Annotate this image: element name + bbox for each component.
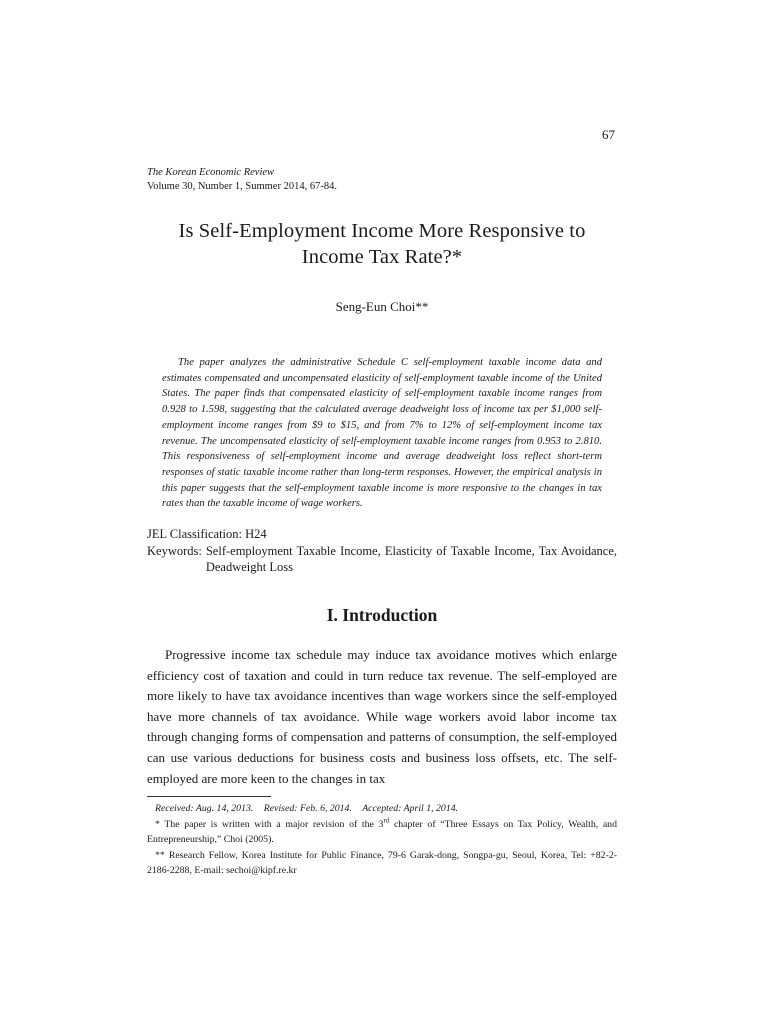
journal-name: The Korean Economic Review [147,167,275,178]
paper-title-line-1: Is Self-Employment Income More Responsive to [178,220,586,242]
keywords-label: Keywords: [147,543,202,558]
jel-classification: JEL Classification: H24 [147,527,267,541]
author-name: Seng-Eun Choi** [335,299,429,314]
paper-title [147,218,617,270]
footnote-divider [147,796,271,797]
classification-block [147,526,617,576]
accepted-date: Accepted: April 1, 2014. [362,803,459,814]
paper-title-line-2: Income Tax Rate?* [301,246,463,268]
introduction-paragraph: Progressive income tax schedule may induce tax avoidance motives which enlarge efficiency cost of taxation and could in turn reduce tax revenue. The self-employed are more likely to have tax avoidance incentives than wage workers since the self-employed have more channels of tax avoidance. While wage workers avoid labor income tax through changing forms of compensation and patterns of consumption, the self-employed can use various deductions for business costs and business loss offsets, etc. The self-employed are more keen to the changes in tax [147,647,617,786]
section-heading: I. Introduction [326,605,438,625]
received-date: Received: Aug. 14, 2013. [155,803,254,814]
footnote-dates [147,801,617,817]
page-number: 67 [602,127,615,142]
footnote-1-superscript: rd [383,816,390,825]
revised-date: Revised: Feb. 6, 2014. [263,803,352,814]
keywords-row [147,543,617,576]
footnote-2: ** Research Fellow, Korea Institute for Public Finance, 79-6 Garak-dong, Songpa-gu, Seoul, Korea, Tel: +82-2-2186-2288, E-mail: sechoi@kipf.re.kr [147,849,617,877]
footnote-1-text-a: * The paper is written with a major revision of the 3 [155,818,384,830]
footnote-1-text-b: chapter of “Three Essays on Tax Policy, Wealth, and Entrepreneurship,” Choi (2005). [147,818,617,846]
journal-issue: Volume 30, Number 1, Summer 2014, 67-84. [147,181,337,192]
keywords-text: Self-employment Taxable Income, Elasticity of Taxable Income, Tax Avoidance, Deadweight Loss [205,543,617,574]
footnote-1 [147,817,617,848]
journal-info [147,166,617,194]
footnotes [147,801,617,879]
abstract: The paper analyzes the administrative Schedule C self-employment taxable income data and estimates compensated and uncompensated elasticity of self-employment taxable income of the United States. The paper finds that compensated elasticity of self-employment taxable income ranges from 0.928 to 1.598, suggesting that the calculated average deadweight loss of income tax per $1,000 self-employment income ranges from $9 to $15, and from 7% to 12% of self-employment income tax revenue. The uncompensated elasticity of self-employment taxable income ranges from 0.953 to 2.810. This responsiveness of self-employment income and average deadweight loss reflect short-term responses of static taxable income rather than long-term responses. However, the empirical analysis in this paper suggests that the self-employment taxable income is more responsive to the changes in tax rates than the taxable income of wage workers. [162,357,602,510]
